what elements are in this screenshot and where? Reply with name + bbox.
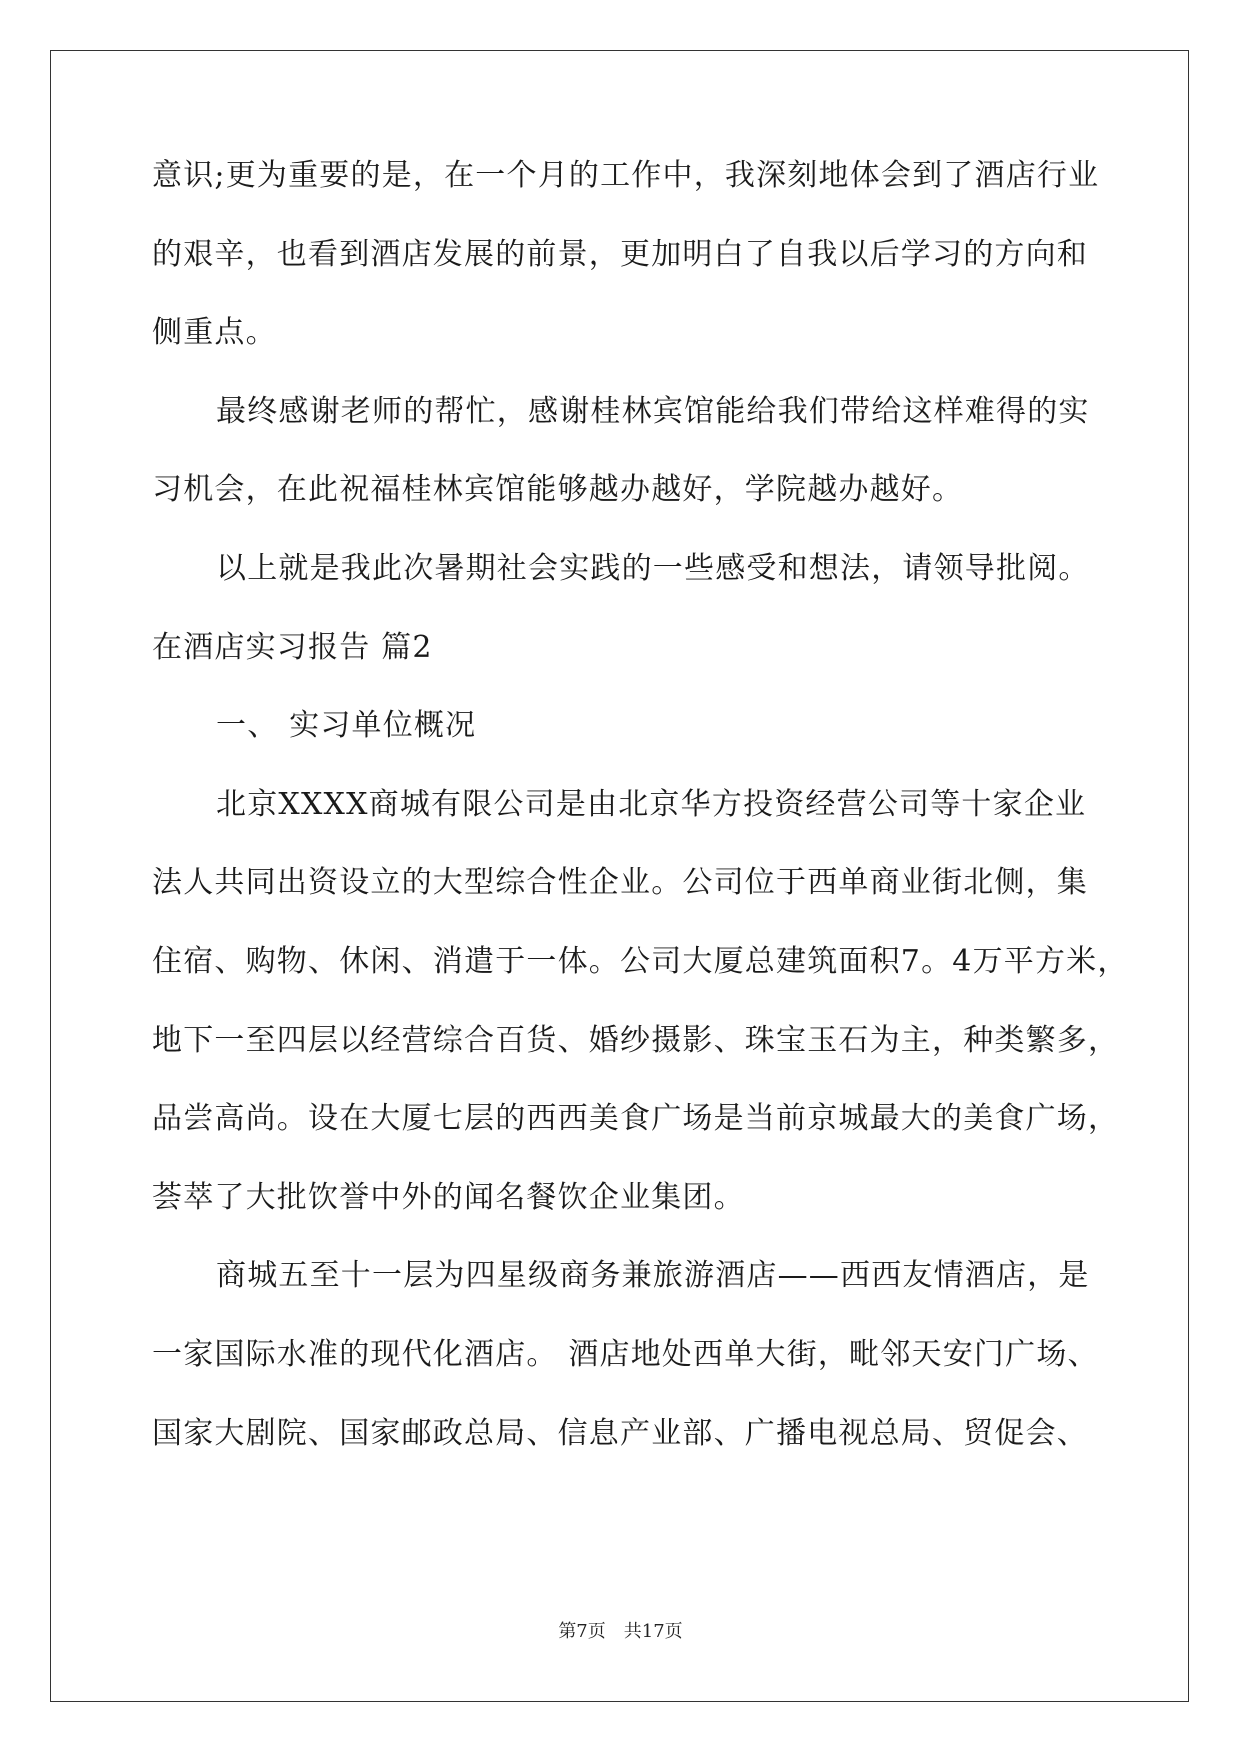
text-line: 住宿、购物、休闲、消遣于一体。公司大厦总建筑面积7。4万平方米， [152, 943, 1129, 979]
subsection-heading: 一、 实习单位概况 [216, 708, 477, 744]
text-line: 地下一至四层以经营综合百货、婚纱摄影、珠宝玉石为主，种类繁多， [152, 1022, 1120, 1058]
text-line: 法人共同出资设立的大型综合性企业。公司位于西单商业街北侧，集 [152, 865, 1088, 901]
text-line: 的艰辛，也看到酒店发展的前景，更加明白了自我以后学习的方向和 [152, 236, 1088, 272]
text-line: 习机会，在此祝福桂林宾馆能够越办越好，学院越办越好。 [152, 472, 964, 508]
text-line: 品尝高尚。设在大厦七层的西西美食广场是当前京城最大的美食广场， [152, 1101, 1120, 1137]
paragraph-line: 最终感谢老师的帮忙，感谢桂林宾馆能给我们带给这样难得的实 [216, 393, 1090, 429]
text-line: 意识;更为重要的是，在一个月的工作中，我深刻地体会到了酒店行业 [152, 158, 1100, 193]
paragraph-line: 商城五至十一层为四星级商务兼旅游酒店——西西友情酒店，是 [216, 1258, 1090, 1294]
document-body [152, 158, 1129, 1494]
text-line: 国家大剧院、国家邮政总局、信息产业部、广播电视总局、贸促会、 [152, 1415, 1088, 1451]
section-heading: 在酒店实习报告 篇2 [152, 629, 433, 665]
paragraph-line: 北京XXXX商城有限公司是由北京华方投资经营公司等十家企业 [216, 786, 1087, 822]
page-total: 共17页 [623, 1621, 683, 1642]
paragraph-line: 以上就是我此次暑期社会实践的一些感受和想法，请领导批阅。 [216, 550, 1090, 586]
text-line: 荟萃了大批饮誉中外的闻名餐饮企业集团。 [152, 1179, 745, 1215]
text-line: 侧重点。 [152, 315, 277, 351]
text-line: 一家国际水准的现代化酒店。 酒店地处西单大街，毗邻天安门广场、 [152, 1336, 1099, 1372]
page-footer [0, 1620, 1241, 1644]
page-number: 第7页 [558, 1621, 606, 1642]
